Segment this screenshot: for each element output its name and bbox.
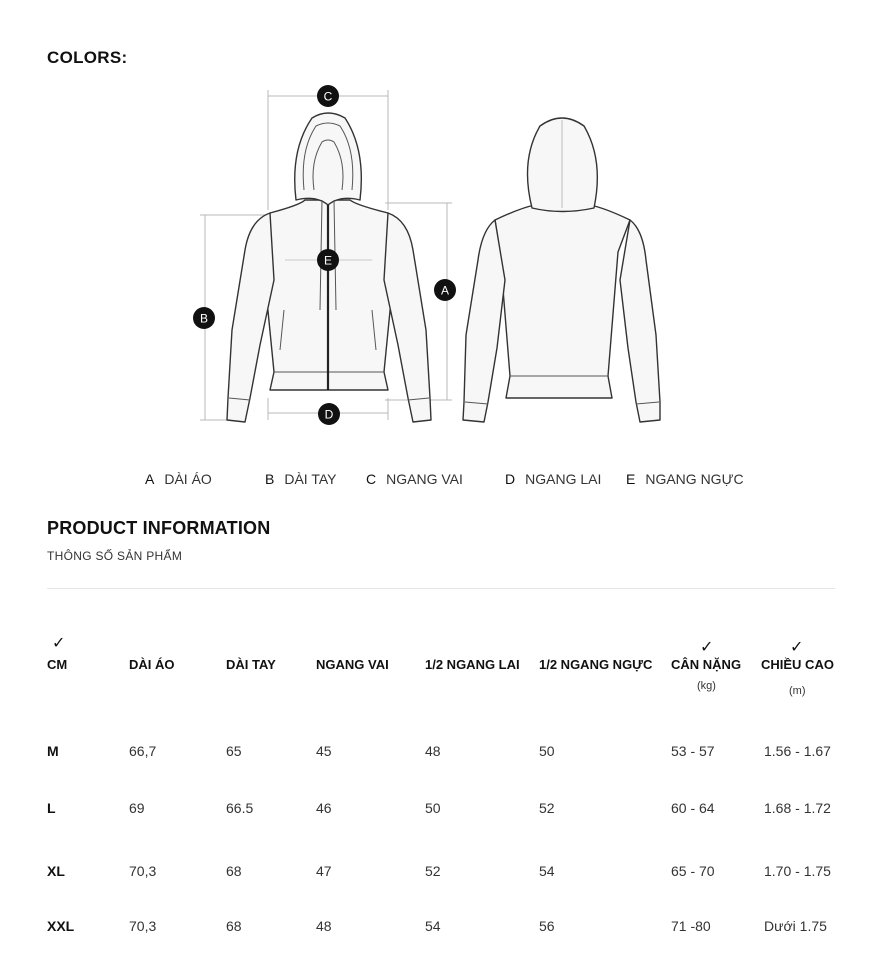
table-cell: 45 bbox=[316, 743, 332, 759]
table-cell: 66,7 bbox=[129, 743, 157, 759]
table-cell: 65 - 70 bbox=[671, 863, 715, 879]
marker-e bbox=[317, 249, 339, 271]
table-cell: 56 bbox=[539, 918, 555, 934]
table-cell: 54 bbox=[425, 918, 441, 934]
product-info-subtitle: THÔNG SỐ SẢN PHẨM bbox=[47, 549, 183, 563]
svg-text:A: A bbox=[440, 283, 450, 298]
size-cell: XL bbox=[47, 863, 65, 879]
product-info-title: PRODUCT INFORMATION bbox=[47, 518, 271, 538]
header-can-nang: CÂN NẶNG bbox=[671, 657, 742, 672]
header-dai-tay: DÀI TAY bbox=[226, 657, 276, 672]
size-cell: L bbox=[47, 800, 56, 816]
table-cell: 52 bbox=[539, 800, 555, 816]
legend-item-b: B DÀI TAY bbox=[265, 471, 337, 487]
legend-item-d: D NGANG LAI bbox=[505, 471, 602, 487]
table-cell: 54 bbox=[539, 863, 555, 879]
check-icon: ✓ bbox=[790, 639, 804, 656]
section-divider bbox=[47, 588, 835, 589]
table-cell: 71 -80 bbox=[671, 918, 711, 934]
table-cell: 48 bbox=[425, 743, 441, 759]
unit-m: (m) bbox=[789, 685, 806, 697]
table-cell: 69 bbox=[129, 800, 145, 816]
header-dai-ao: DÀI ÁO bbox=[129, 657, 175, 672]
legend-item-e: E NGANG NGỰC bbox=[626, 471, 744, 487]
table-cell: 65 bbox=[226, 743, 242, 759]
svg-text:D: D bbox=[324, 407, 334, 422]
table-cell: 48 bbox=[316, 918, 332, 934]
size-cell: XXL bbox=[47, 918, 75, 934]
table-cell: 53 - 57 bbox=[671, 743, 715, 759]
header-cm: CM bbox=[47, 657, 68, 672]
hoodie-measurement-diagram bbox=[0, 80, 883, 440]
marker-d bbox=[318, 403, 340, 425]
table-cell: 1.68 - 1.72 bbox=[764, 800, 831, 816]
legend-item-c: C NGANG VAI bbox=[366, 471, 463, 487]
marker-a bbox=[434, 279, 456, 301]
table-cell: 60 - 64 bbox=[671, 800, 715, 816]
header-chieu-cao: CHIỀU CAO bbox=[761, 657, 834, 672]
marker-b bbox=[193, 307, 215, 329]
table-cell: 68 bbox=[226, 918, 242, 934]
svg-text:E: E bbox=[323, 253, 333, 268]
marker-c bbox=[317, 85, 339, 107]
size-cell: M bbox=[47, 743, 59, 759]
check-icon: ✓ bbox=[52, 635, 66, 652]
table-cell: 46 bbox=[316, 800, 332, 816]
table-cell: 1.70 - 1.75 bbox=[764, 863, 831, 879]
table-cell: 52 bbox=[425, 863, 441, 879]
table-cell: 68 bbox=[226, 863, 242, 879]
header-ngang-nguc: 1/2 NGANG NGỰC bbox=[539, 657, 653, 672]
colors-heading: COLORS: bbox=[47, 48, 128, 67]
table-cell: Dưới 1.75 bbox=[764, 918, 827, 934]
legend-item-a: A DÀI ÁO bbox=[145, 471, 212, 487]
svg-text:C: C bbox=[323, 89, 333, 104]
check-icon: ✓ bbox=[700, 639, 714, 656]
table-cell: 70,3 bbox=[129, 918, 157, 934]
table-cell: 47 bbox=[316, 863, 332, 879]
header-ngang-vai: NGANG VAI bbox=[316, 657, 389, 672]
svg-text:B: B bbox=[199, 311, 209, 326]
table-cell: 70,3 bbox=[129, 863, 157, 879]
table-cell: 50 bbox=[539, 743, 555, 759]
table-cell: 1.56 - 1.67 bbox=[764, 743, 831, 759]
unit-kg: (kg) bbox=[697, 680, 716, 692]
header-ngang-lai: 1/2 NGANG LAI bbox=[425, 657, 520, 672]
table-cell: 50 bbox=[425, 800, 441, 816]
table-cell: 66.5 bbox=[226, 800, 254, 816]
